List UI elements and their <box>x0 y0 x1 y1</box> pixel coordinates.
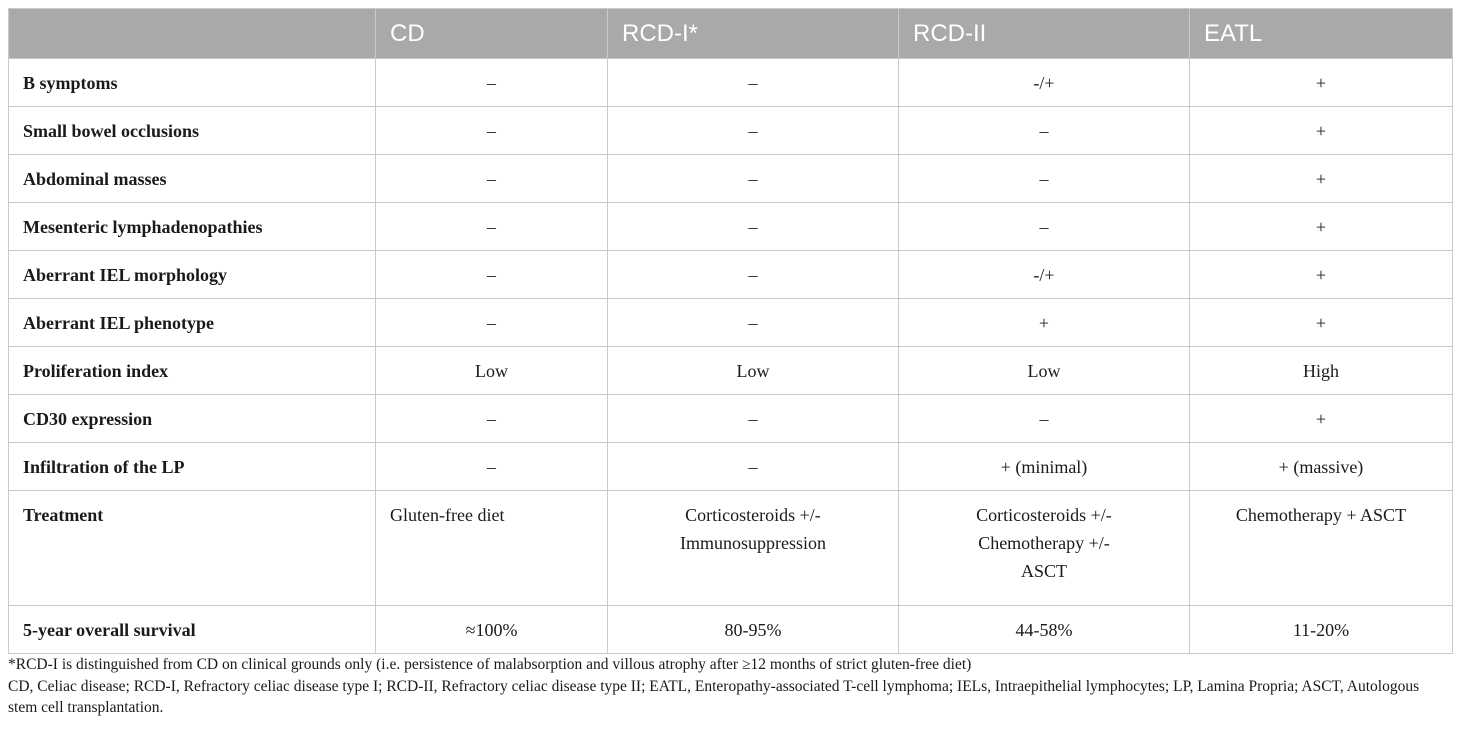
cell-text: Low <box>1027 360 1061 381</box>
table-cell <box>608 203 899 251</box>
table-row <box>9 251 1453 299</box>
cell-text: + <box>1315 216 1327 237</box>
table-cell <box>608 395 899 443</box>
cell-text: – <box>487 456 496 477</box>
table-cell <box>608 299 899 347</box>
table-body <box>9 59 1453 654</box>
table-cell <box>1190 491 1453 606</box>
table-header-row <box>9 9 1453 59</box>
table-cell <box>899 59 1190 107</box>
comparison-table <box>8 8 1453 654</box>
cell-text: – <box>748 312 758 333</box>
table-cell <box>899 606 1190 654</box>
cell-text: – <box>748 408 758 429</box>
table-cell <box>1190 155 1453 203</box>
table-cell <box>608 347 899 395</box>
table-cell <box>899 491 1190 606</box>
table-cell <box>376 606 608 654</box>
cell-text: – <box>748 456 758 477</box>
cell-text: ASCT <box>1020 561 1067 581</box>
cell-text: Low <box>475 360 508 381</box>
table-cell <box>1190 299 1453 347</box>
cell-text: – <box>487 312 496 333</box>
row-label-cell: Small bowel occlusions <box>9 107 376 155</box>
table-cell <box>899 251 1190 299</box>
cell-text: Low <box>736 360 770 381</box>
cell-text: – <box>748 72 758 93</box>
table-cell <box>899 155 1190 203</box>
table-cell <box>899 443 1190 491</box>
row-label-cell: Mesenteric lymphadenopathies <box>9 203 376 251</box>
cell-text: – <box>1039 168 1049 189</box>
table-cell <box>899 299 1190 347</box>
table-cell <box>608 606 899 654</box>
cell-text: – <box>748 168 758 189</box>
header-cell-cd: CD <box>376 9 608 59</box>
cell-text: Chemotherapy +/- <box>978 533 1110 553</box>
footnote-abbreviations: CD, Celiac disease; RCD-I, Refractory celiac disease type I; RCD-II, Refractory celiac disease type II; EATL, Enteropathy-associated T-cell lymphoma; IELs, Intraepithelial lymphocytes; LP, Lamina Propria; ASCT, Autologous stem cell transplantation. <box>8 677 1420 716</box>
cell-text: + <box>1038 312 1050 333</box>
table-row <box>9 443 1453 491</box>
cell-text: Corticosteroids +/- <box>685 505 821 525</box>
cell-text: 80-95% <box>724 619 782 640</box>
table-cell <box>1190 395 1453 443</box>
table-row <box>9 155 1453 203</box>
cell-text: + (massive) <box>1278 456 1364 477</box>
table-cell <box>376 347 608 395</box>
cell-text: – <box>1039 408 1049 429</box>
cell-text: – <box>748 216 758 237</box>
cell-text: – <box>748 120 758 141</box>
table-cell <box>899 107 1190 155</box>
cell-text: Corticosteroids +/- <box>976 505 1112 525</box>
row-label-cell: Treatment <box>9 491 376 606</box>
cell-text: ≈100% <box>465 619 518 640</box>
row-label-cell: CD30 expression <box>9 395 376 443</box>
table-cell <box>376 59 608 107</box>
cell-text: 44-58% <box>1015 619 1073 640</box>
cell-text: – <box>1039 216 1049 237</box>
table-row <box>9 395 1453 443</box>
table-cell <box>899 395 1190 443</box>
row-label-cell: Abdominal masses <box>9 155 376 203</box>
table-cell <box>1190 203 1453 251</box>
cell-text: Gluten-free diet <box>390 505 505 525</box>
cell-text: -/+ <box>1033 264 1055 285</box>
footnote-rcd-i: *RCD-I is distinguished from CD on clinical grounds only (i.e. persistence of malabsorption and villous atrophy after ≥12 months of strict gluten-free diet) <box>8 656 972 673</box>
table-cell <box>1190 59 1453 107</box>
table-cell <box>376 251 608 299</box>
cell-text: – <box>487 72 496 93</box>
header-cell-eatl: EATL <box>1190 9 1453 59</box>
table-row <box>9 59 1453 107</box>
table-row <box>9 299 1453 347</box>
table-footnotes <box>8 654 1452 719</box>
cell-text: + <box>1315 72 1327 93</box>
table-cell <box>608 59 899 107</box>
table-cell <box>899 203 1190 251</box>
table-cell <box>1190 107 1453 155</box>
table-row <box>9 606 1453 654</box>
header-cell-rcd-i: RCD-I* <box>608 9 899 59</box>
table-cell <box>1190 606 1453 654</box>
table-cell <box>608 443 899 491</box>
cell-text: + <box>1315 264 1327 285</box>
cell-text: High <box>1303 360 1339 381</box>
table-cell <box>376 155 608 203</box>
row-label-cell: 5-year overall survival <box>9 606 376 654</box>
row-label-cell: B symptoms <box>9 59 376 107</box>
cell-text: – <box>487 264 496 285</box>
cell-text: -/+ <box>1033 72 1055 93</box>
row-label-cell: Infiltration of the LP <box>9 443 376 491</box>
table-cell <box>376 299 608 347</box>
cell-text: – <box>1039 120 1049 141</box>
table-cell <box>608 107 899 155</box>
cell-text: Chemotherapy + ASCT <box>1235 505 1407 525</box>
header-cell-rcd-ii: RCD-II <box>899 9 1190 59</box>
table-cell <box>1190 347 1453 395</box>
table-row <box>9 347 1453 395</box>
table-cell <box>376 107 608 155</box>
table-row <box>9 491 1453 606</box>
cell-text: – <box>487 408 496 429</box>
table-cell <box>608 155 899 203</box>
cell-text: + <box>1315 312 1327 333</box>
cell-text: + (minimal) <box>1000 456 1088 477</box>
cell-text: + <box>1315 168 1327 189</box>
table-row <box>9 203 1453 251</box>
table-cell <box>1190 251 1453 299</box>
header-cell-empty <box>9 9 376 59</box>
table-cell <box>899 347 1190 395</box>
row-label-cell: Proliferation index <box>9 347 376 395</box>
cell-text: – <box>487 216 496 237</box>
table-cell <box>376 395 608 443</box>
comparison-table-container <box>8 8 1452 654</box>
cell-text: – <box>748 264 758 285</box>
table-cell <box>376 203 608 251</box>
table-cell <box>608 251 899 299</box>
cell-text: + <box>1315 408 1327 429</box>
cell-text: 11-20% <box>1292 619 1350 640</box>
cell-text: – <box>487 120 496 141</box>
table-cell <box>608 491 899 606</box>
cell-text: Immunosuppression <box>680 533 826 553</box>
table-cell <box>376 443 608 491</box>
row-label-cell: Aberrant IEL morphology <box>9 251 376 299</box>
row-label-cell: Aberrant IEL phenotype <box>9 299 376 347</box>
cell-text: – <box>487 168 496 189</box>
table-row <box>9 107 1453 155</box>
cell-text: + <box>1315 120 1327 141</box>
table-cell <box>1190 443 1453 491</box>
table-cell <box>376 491 608 606</box>
